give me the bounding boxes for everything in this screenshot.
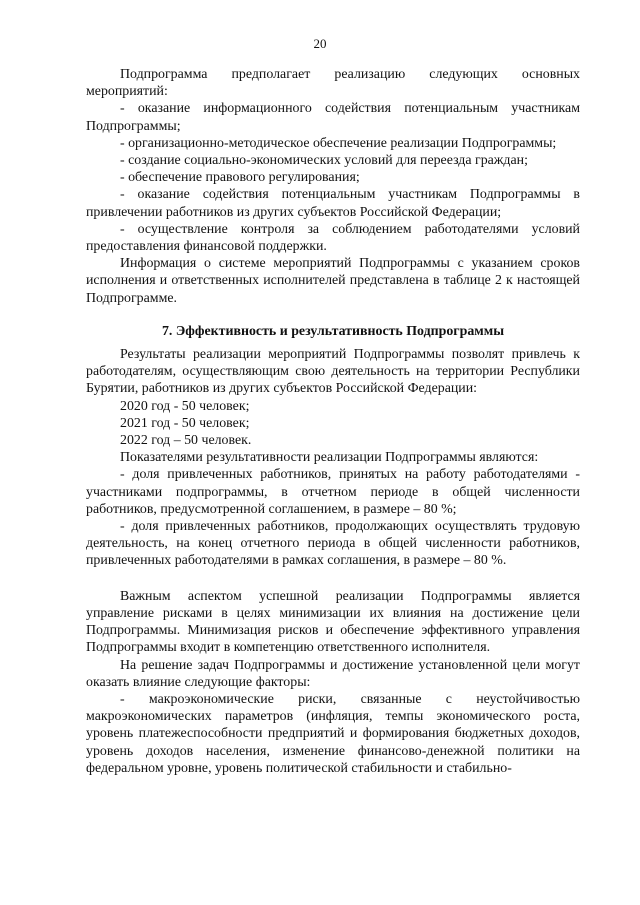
section-heading: 7. Эффективность и результативность Подпрограммы bbox=[161, 323, 505, 339]
paragraph-factors: На решение задач Подпрограммы и достижение установленной цели могут оказать влияние следующие факторы: bbox=[86, 657, 580, 690]
paragraph-intro: Подпрограмма предполагает реализацию следующих основных мероприятий: bbox=[86, 67, 580, 100]
list-item-assistance: - оказание содействия потенциальным участникам Подпрограммы в привлечении работников из других субъектов Российской Федерации; bbox=[86, 187, 580, 220]
paragraph-indicators: Показателями результативности реализации Подпрограммы являются: bbox=[120, 450, 539, 466]
year-2021-line: 2021 год - 50 человек; bbox=[120, 415, 250, 431]
list-item-info-support: - оказание информационного содействия потенциальным участникам Подпрограммы; bbox=[86, 101, 580, 134]
indicator-hired-share: - доля привлеченных работников, принятых на работу работодателями - участниками подпрограммы, в отчетном периоде в общей численности работников, предусмотренной соглашением, в размере – 80 %; bbox=[86, 467, 580, 517]
list-item-legal: - обеспечение правового регулирования; bbox=[120, 170, 360, 186]
paragraph-results: Результаты реализации мероприятий Подпрограммы позволят привлечь к работодателям, осуществляющим свою деятельность на территории Республики Бурятии, работников из других субъектов Российской Федерации: bbox=[86, 347, 580, 397]
spacer bbox=[86, 570, 580, 588]
list-item-control: - осуществление контроля за соблюдением работодателями условий предоставления финансовой поддержки. bbox=[86, 221, 580, 255]
list-item-socio-economic: - создание социально-экономических условий для переезда граждан; bbox=[120, 153, 528, 169]
page-body bbox=[86, 66, 580, 777]
year-2022-line: 2022 год – 50 человек. bbox=[120, 433, 252, 449]
indicator-retained-share: - доля привлеченных работников, продолжающих осуществлять трудовую деятельность, на конец отчетного периода в общей численности работников, привлеченных работодателями в рамках соглашения, в размере – 80 %. bbox=[86, 519, 580, 569]
year-2020-line: 2020 год - 50 человек; bbox=[120, 398, 250, 414]
page-number: 20 bbox=[313, 36, 327, 51]
paragraph-table-reference: Информация о системе мероприятий Подпрограммы с указанием сроков исполнения и ответственных исполнителей представлена в таблице 2 к настоящей Подпрограмме. bbox=[86, 256, 580, 306]
list-item-org-method: - организационно-методическое обеспечение реализации Подпрограммы; bbox=[120, 135, 557, 151]
paragraph-risk-management: Важным аспектом успешной реализации Подпрограммы является управление рисками в целях минимизации их влияния на достижение цели Подпрограммы. Минимизация рисков и обеспечение эффективного управления Подпрограммы входит в компетенцию ответственного исполнителя. bbox=[86, 588, 580, 656]
paragraph-macro-risks: - макроэкономические риски, связанные с неустойчивостью макроэкономических параметров (инфляция, темпы экономического роста, уровень платежеспособности предприятий и формирования бюджетных доходов, уровень доходов населения, изменение финансово-денежной политики на федеральном уровне, уровень политической стабильности и стабильно- bbox=[86, 691, 580, 776]
